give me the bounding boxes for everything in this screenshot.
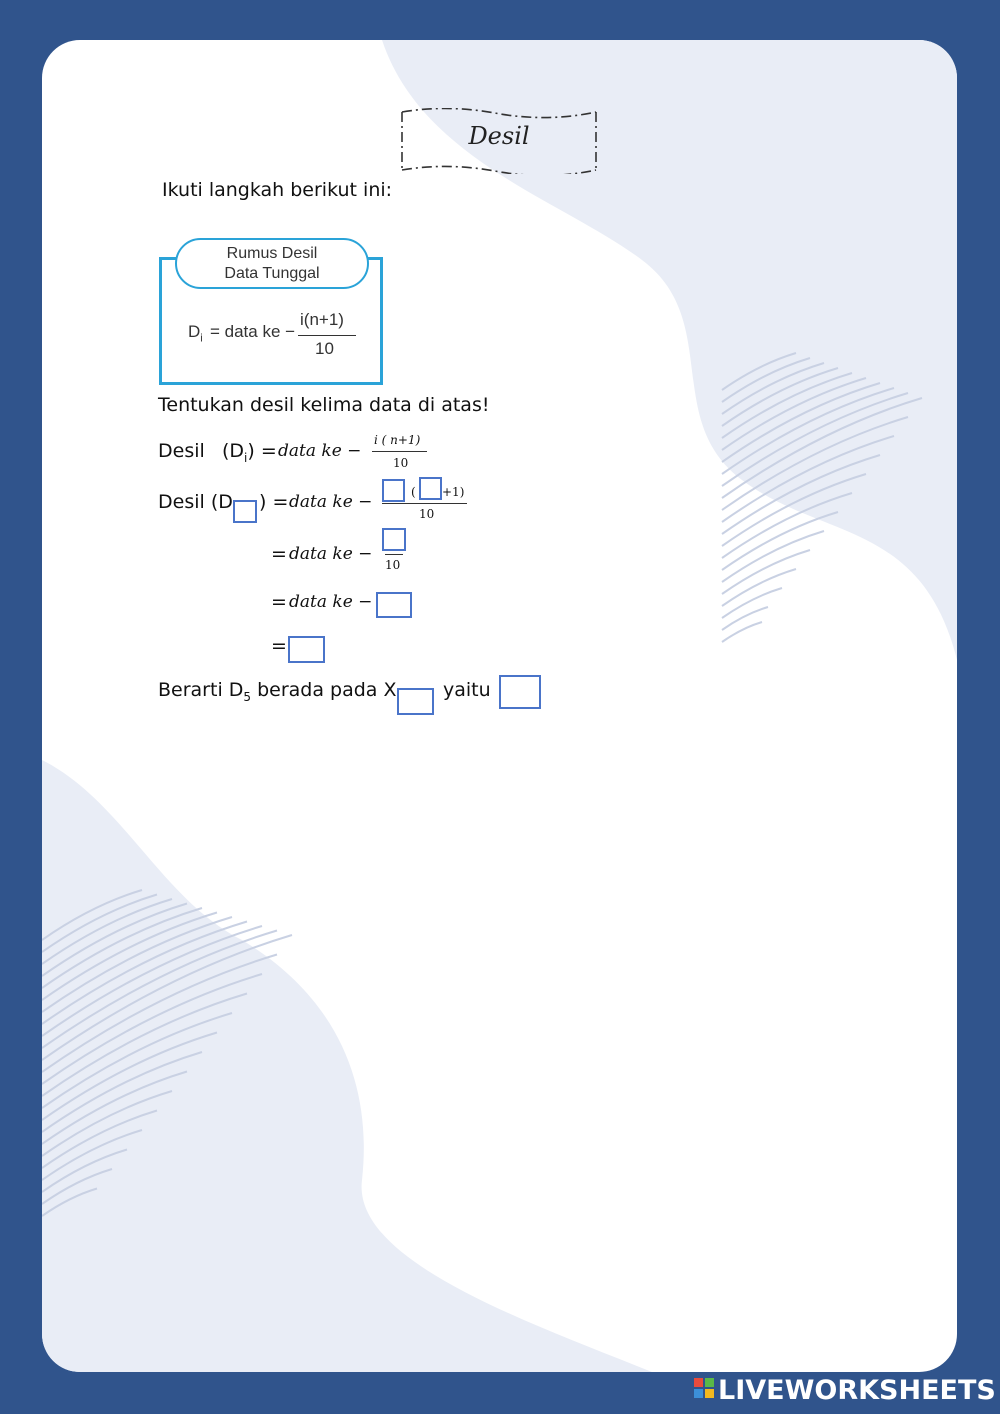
logo-square-v [694, 1389, 703, 1398]
answer-input-result[interactable] [290, 638, 323, 661]
title-banner [400, 108, 598, 174]
watermark-text: LIVEWORKSHEETS [718, 1375, 996, 1406]
worksheet-page [42, 40, 957, 1372]
answer-box-n[interactable] [419, 477, 442, 500]
answer-box-decile-index[interactable] [233, 500, 257, 523]
answer-box-x-index[interactable] [397, 688, 434, 715]
answer-box-numerator[interactable] [382, 528, 406, 551]
question-text: Tentukan desil kelima data di atas! [158, 394, 490, 416]
answer-input-i[interactable] [384, 482, 403, 501]
answer-box-i[interactable] [382, 479, 405, 502]
step3-expr: data ke − [289, 544, 373, 564]
step3-equals: = [271, 543, 287, 565]
formula-fraction-bar [298, 335, 356, 336]
answer-input-decile-value[interactable] [501, 677, 539, 707]
formula-lhs: $D_i$ [188, 322, 203, 345]
step2-label: Desil (D [158, 491, 233, 513]
logo-square-i [705, 1378, 714, 1387]
step5-equals: = [271, 635, 287, 657]
step2-expr: data ke − [289, 492, 373, 512]
step3-fraction-bar [385, 554, 403, 555]
answer-box-position[interactable] [376, 592, 412, 618]
step1-numerator: i ( n+1) [374, 433, 421, 447]
step2-plus-one: +1) [442, 485, 465, 499]
answer-input-n[interactable] [421, 480, 440, 499]
step4-equals: = [271, 591, 287, 613]
formula-heading [175, 238, 369, 289]
logo-square-e [705, 1389, 714, 1398]
step1-di: $(D_i)$ = [222, 440, 277, 465]
formula-denominator: 10 [315, 339, 334, 358]
step2-fraction-bar [382, 503, 467, 504]
liveworksheets-logo [692, 1375, 996, 1406]
formula-heading-line1: Rumus Desil [226, 245, 318, 262]
logo-square-l [694, 1378, 703, 1387]
page-title: Desil [468, 122, 530, 150]
formula-numerator: i(n+1) [300, 310, 344, 329]
answer-input-position[interactable] [378, 594, 410, 616]
answer-input-decile-index[interactable] [235, 503, 255, 522]
step2-denominator: 10 [419, 507, 435, 521]
hatch-line [722, 607, 768, 630]
step1-label: Desil [158, 440, 205, 462]
step3-denominator: 10 [385, 558, 401, 572]
step1-denominator: 10 [393, 456, 409, 470]
answer-input-numerator[interactable] [384, 531, 404, 550]
step1-expr: data ke − [278, 441, 362, 461]
step2-close: ) = [259, 491, 289, 513]
answer-box-decile-value[interactable] [499, 675, 541, 709]
answer-input-x-index[interactable] [399, 690, 432, 713]
step2-paren-open: ( [411, 485, 416, 499]
formula-expr: = data ke − [210, 322, 296, 341]
step1-fraction-bar [372, 451, 427, 452]
step4-expr: data ke − [289, 592, 373, 612]
formula-heading-line2: Data Tunggal [224, 265, 320, 282]
conclusion-prefix: Berarti $D_5$ berada pada X [158, 679, 397, 704]
answer-box-result[interactable] [288, 636, 325, 663]
instruction-text: Ikuti langkah berikut ini: [162, 179, 393, 201]
conclusion-suffix: yaitu [443, 679, 491, 701]
